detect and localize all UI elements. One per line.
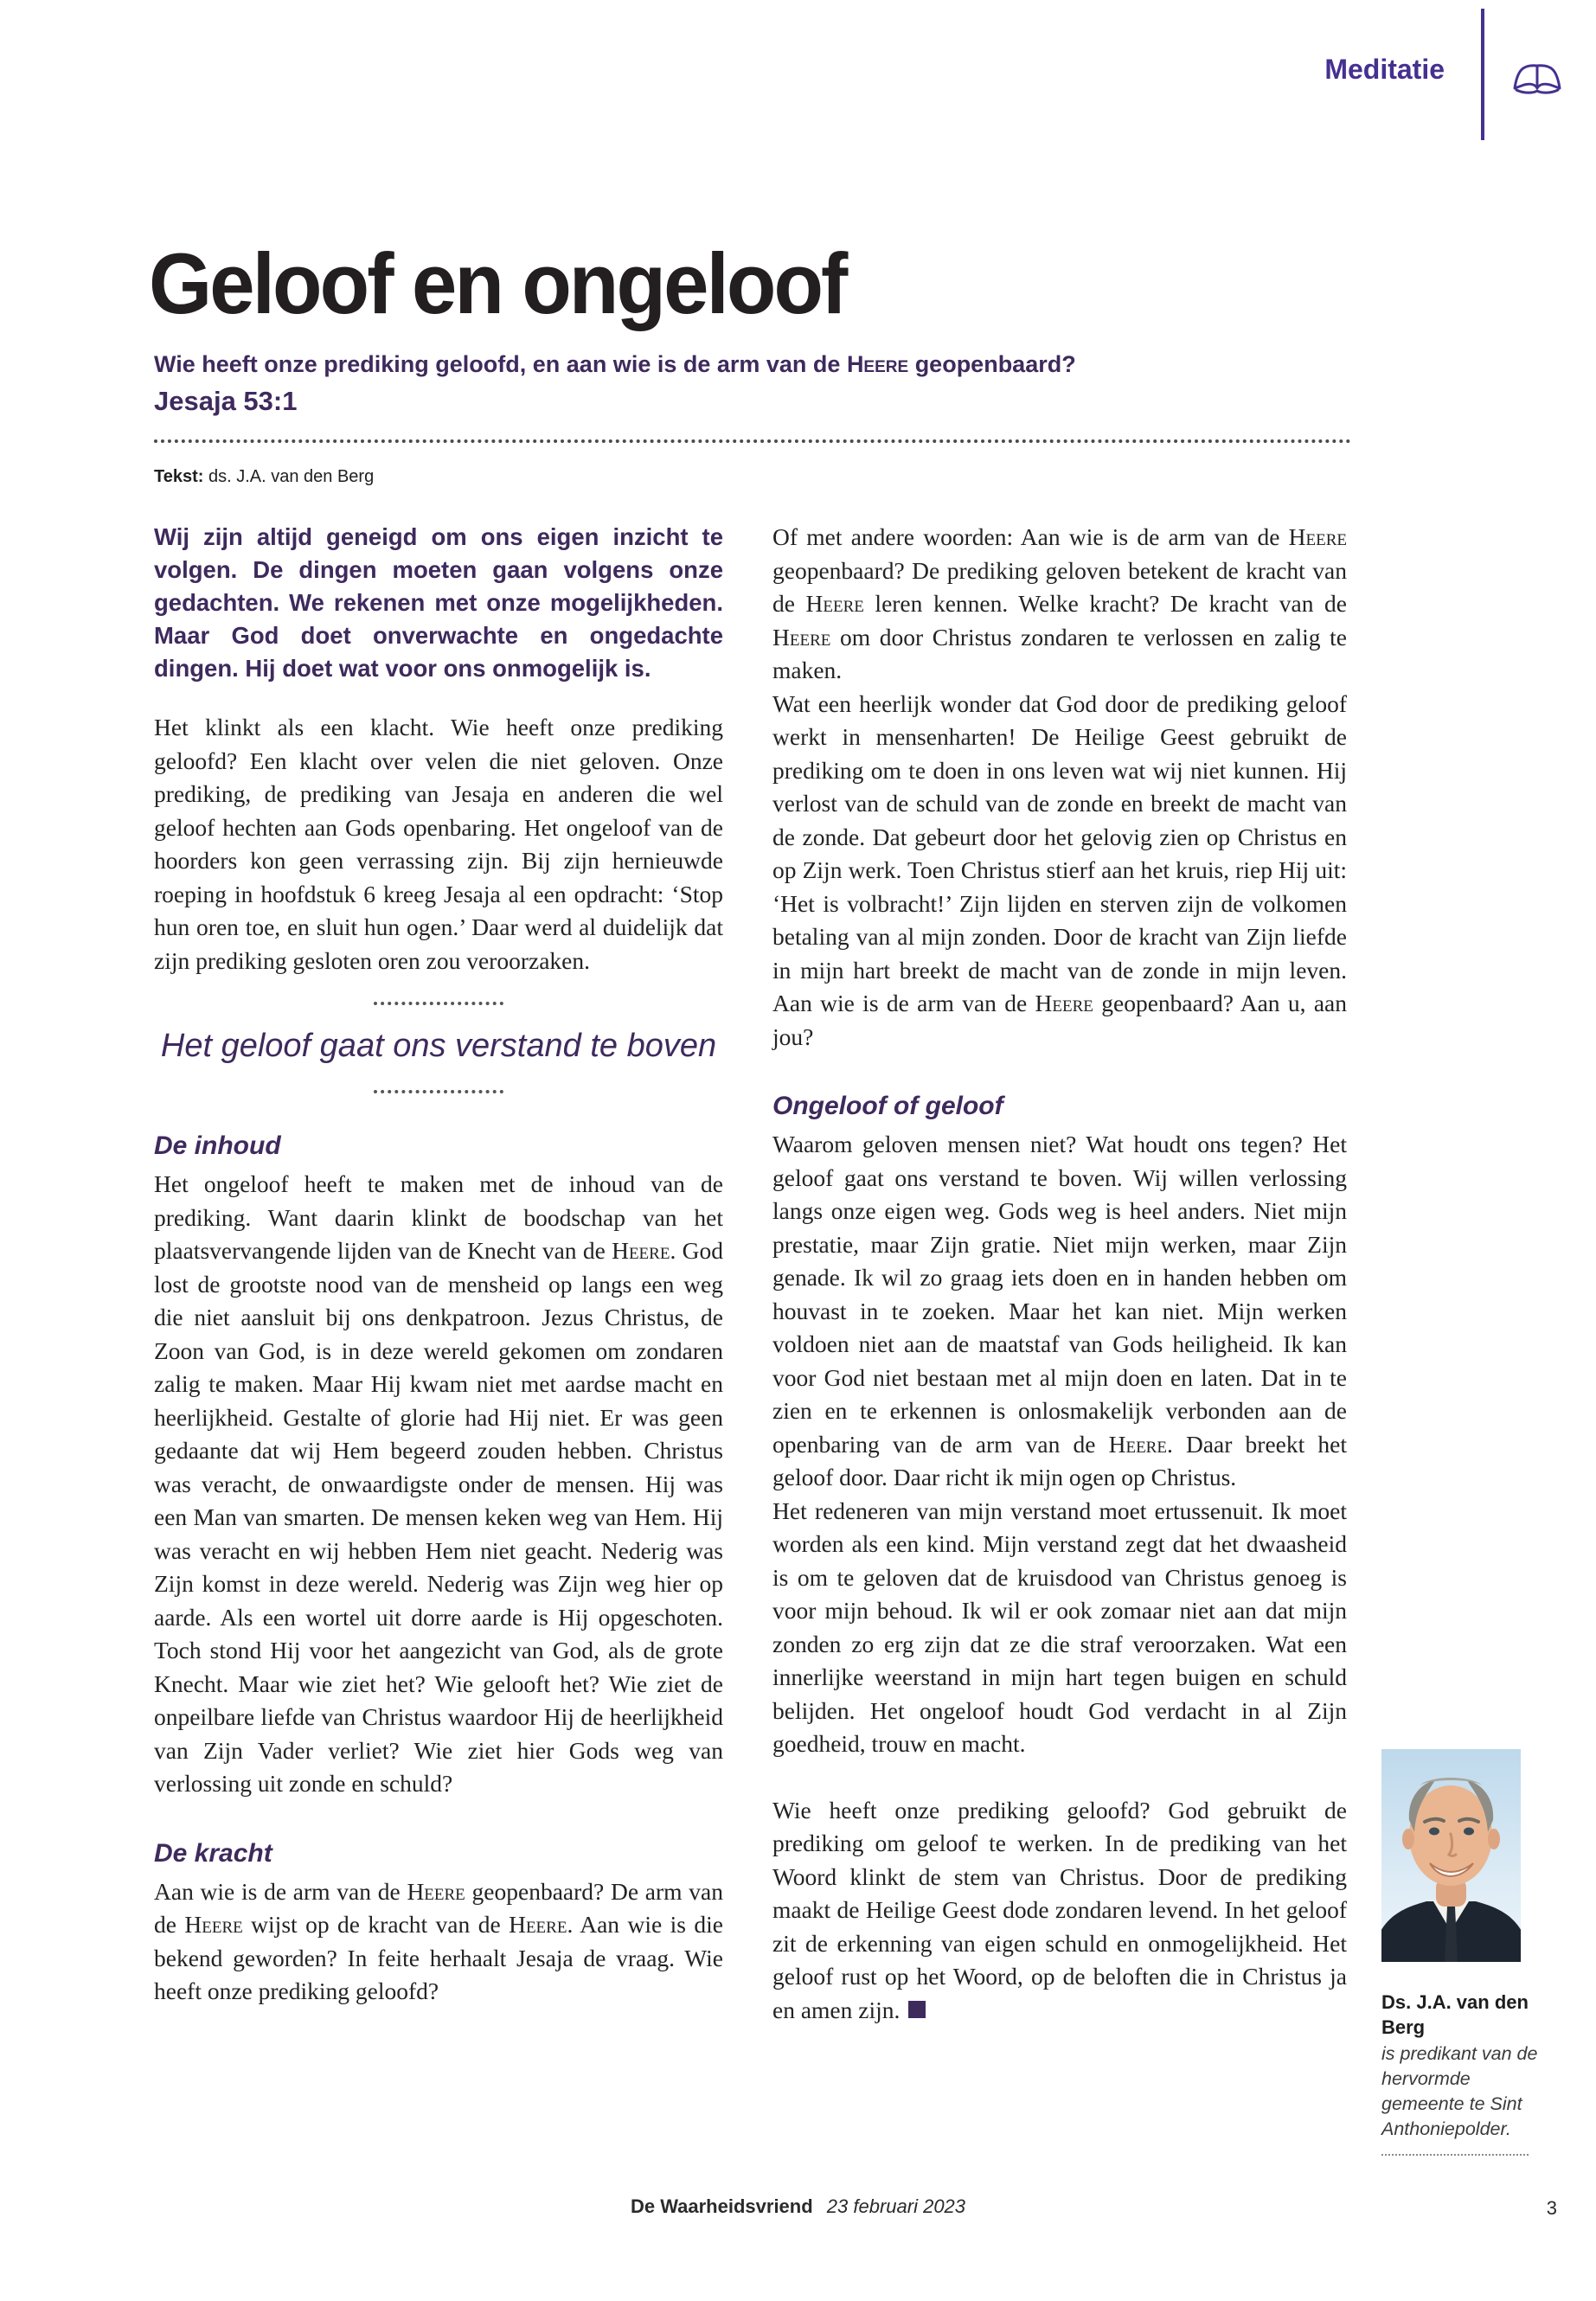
header-divider (1481, 9, 1484, 140)
footer-date: 23 februari 2023 (826, 2195, 966, 2217)
page-footer (0, 2195, 1596, 2218)
body-paragraph: Aan wie is de arm van de Heere geopenbaard? De arm van de Heere wijst op de kracht van de Heere. Aan wie is die bekend geworden? In feite herhaalt Jesaja de vraag. Wie heeft onze prediking geloofd? (154, 1877, 723, 2004)
author-caption (1381, 1990, 1546, 2156)
body-paragraph: Het redeneren van mijn verstand moet ertussenuit. Ik moet worden als een kind. Mijn verstand zegt dat het dwaasheid is om te geloven dat de kruisdood van Christus genoeg is voor mijn behoud. Ik wil er ook zomaar niet aan dat mijn zonden zo erg zijn dat ze die straf veroorzaken. Wat een innerlijke weerstand in mijn hart tegen buigen en schuld belijden. Het ongeloof houdt God verdacht in al Zijn goedheid, trouw en macht. (772, 1497, 1347, 1757)
category-label: Meditatie (1324, 54, 1445, 85)
intro-paragraph: Wij zijn altijd geneigd om ons eigen inzicht te volgen. De dingen moeten gaan volgens onze gedachten. We rekenen met onze mogelijkheden. Maar God doet onverwachte en ongedachte dingen. Hij doet wat voor ons onmogelijk is. (154, 523, 723, 682)
verse-quote: Wie heeft onze prediking geloofd, en aan wie is de arm van de Heere geopenbaard? (154, 351, 1076, 377)
pull-quote-separator-bottom (374, 1090, 503, 1093)
verse-reference: Jesaja 53:1 (154, 386, 298, 416)
section-heading-de-kracht: De kracht (154, 1838, 272, 1868)
author-role: is predikant van de hervormde gemeente te Sint Anthoniepolder. (1381, 2043, 1538, 2139)
open-book-icon (1512, 59, 1562, 95)
body-paragraph (772, 1794, 1347, 2028)
right-column (772, 521, 1347, 2027)
body-paragraph: Of met andere woorden: Aan wie is de arm van de Heere geopenbaard? De prediking geloven betekent de kracht van de Heere leren kennen. Welke kracht? De kracht van de Heere om door Christus zondaren te verlossen en zalig te maken. (772, 523, 1347, 683)
end-of-article-marker (908, 2001, 926, 2018)
section-heading-ongeloof-of-geloof: Ongeloof of geloof (772, 1092, 1003, 1120)
dotted-rule (154, 439, 1351, 443)
byline-label: Tekst: (154, 467, 204, 486)
caption-divider (1381, 2154, 1529, 2156)
pull-quote: Het geloof gaat ons verstand te boven (160, 1028, 717, 1064)
section-heading-de-inhoud: De inhoud (154, 1131, 281, 1160)
byline-author: ds. J.A. van den Berg (208, 467, 375, 486)
page-number: 3 (1546, 2197, 1557, 2219)
body-paragraph: Wat een heerlijk wonder dat God door de prediking geloof werkt in mensenharten! De Heilige Geest gebruikt de prediking om te doen in ons leven wat wij niet kunnen. Hij verlost van de schuld van de zonde en breekt de macht van de zonde. Dat gebeurt door het gelovig zien op Christus en op Zijn werk. Toen Christus stierf aan het kruis, riep Hij uit: ‘Het is volbracht!’ Zijn lijden en sterven zijn de volkomen betaling van al mijn zonden. Door de kracht van Zijn liefde in mijn hart breekt de macht van de zonde in mijn leven. Aan wie is de arm van de Heere geopenbaard? Aan u, aan jou? (772, 689, 1347, 1050)
byline (154, 467, 760, 487)
body-paragraph: Het klinkt als een klacht. Wie heeft onze prediking geloofd? Een klacht over velen die niet geloven. Onze prediking, de prediking van Jesaja en anderen die wel geloof hechten aan Gods openbaring. Het ongeloof van de hoorders kon geen verrassing zijn. Bij zijn hernieuwde roeping in hoofdstuk 6 kreeg Jesaja al een opdracht: ‘Stop hun oren toe, en sluit hun ogen.’ Daar werd al duidelijk dat zijn prediking gesloten oren zou veroorzaken. (154, 714, 723, 974)
author-photo (1381, 1749, 1521, 1962)
pull-quote-separator-top (374, 1002, 503, 1005)
left-column (154, 521, 723, 2009)
author-name: Ds. J.A. van den Berg (1381, 1991, 1529, 2038)
page-title: Geloof en ongeloof (149, 235, 846, 332)
body-paragraph: Waarom geloven mensen niet? Wat houdt ons tegen? Het geloof gaat ons verstand te boven. Wij willen verlossing langs onze eigen weg. Gods weg is heel anders. Niet mijn prestatie, maar Zijn gratie. Niet mijn werken, maar Zijn genade. Ik wil zo graag iets doen en in handen hebben om houvast in te zoeken. Maar het kan niet. Mijn werken voldoen niet aan de maatstaf van Gods heiligheid. Ik kan voor God niet bestaan met al mijn doen en laten. Dat in te zien en te erkennen is onlosmakelijk verbonden aan de openbaring van de arm van de Heere. Daar breekt het geloof door. Daar richt ik mijn ogen op Christus. (772, 1131, 1347, 1490)
footer-magazine: De Waarheidsvriend (630, 2195, 813, 2217)
body-paragraph: Het ongeloof heeft te maken met de inhoud van de prediking. Want daarin klinkt de boodschap van het plaatsvervangende lijden van de Knecht van de Heere. God lost de grootste nood van de mensheid op langs een weg die niet aansluit bij ons denkpatroon. Jezus Christus, de Zoon van God, is in deze wereld gekomen om zondaren zalig te maken. Maar Hij kwam niet met aardse macht en heerlijkheid. Gestalte of glorie had Hij niet. Er was geen gedaante dat wij Hem begeerd zouden hebben. Christus was veracht, de onwaardigste onder de mensen. Hij was een Man van smarten. De mensen keken weg van Hem. Hij was veracht en wij hebben Hem niet geacht. Nederig was Zijn komst in deze wereld. Nederig was Zijn weg hier op aarde. Als een wortel uit dorre aarde is Hij opgeschoten. Toch stond Hij voor het aangezicht van God, als de grote Knecht. Maar wie ziet het? Wie gelooft het? Wie ziet de onpeilbare liefde van Christus waardoor Hij de heerlijkheid van Zijn Vader verliet? Wie ziet hier Gods weg van verlossing uit zonde en schuld? (154, 1170, 723, 1797)
paragraph-text: Wie heeft onze prediking geloofd? God gebruikt de prediking om geloof te werken. In de prediking van het Woord klinkt de stem van Christus. Door de prediking maakt de Heilige Geest dode zondaren levend. In het geloof zit de erkenning van eigen schuld en onmogelijkheid. Het geloof rust op het Woord, op de beloften die in Christus ja en amen zijn. (772, 1796, 1347, 2023)
